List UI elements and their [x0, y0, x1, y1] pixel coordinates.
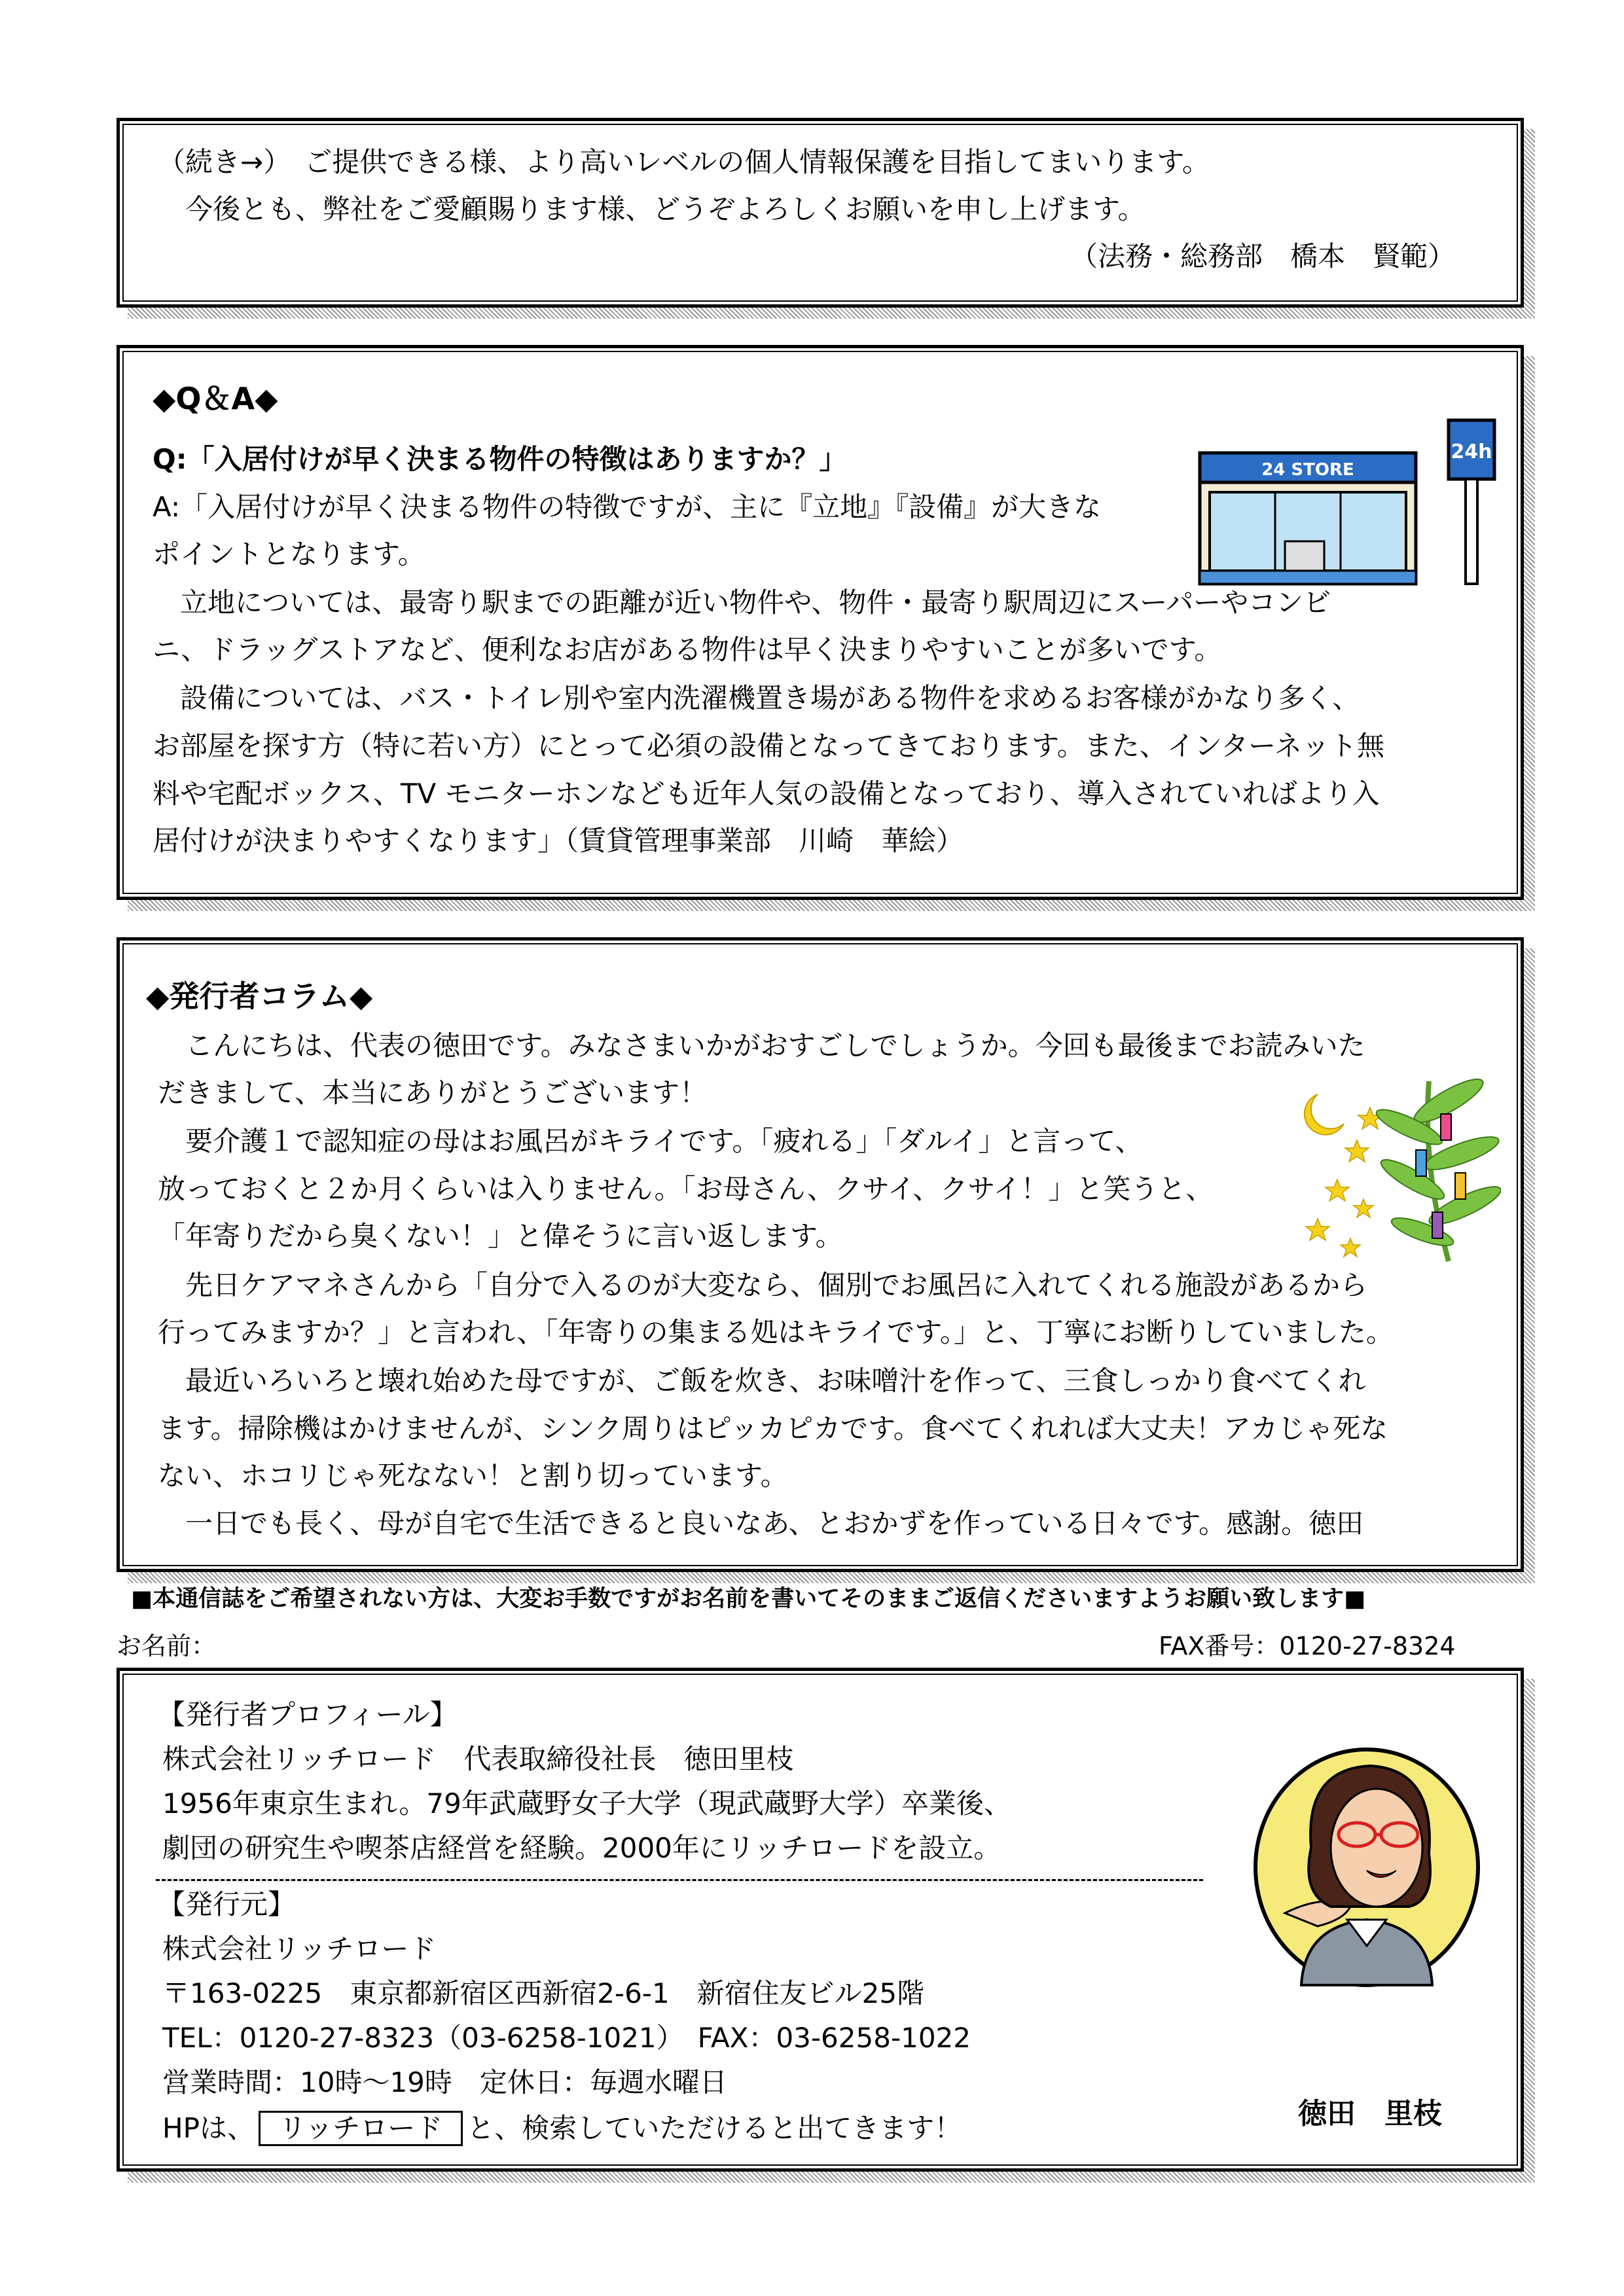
column-line-9: ます。掃除機はかけませんが、シンク周りはピッカピカです。食べてくれれば大丈夫！アカじゃ死な: [158, 1412, 1388, 1444]
search-keyword-box[interactable]: リッチロード: [259, 2111, 463, 2146]
column-line-2: だきまして、本当にありがとうございます！: [158, 1077, 708, 1109]
column-line-3: 要介護１で認知症の母はお風呂がキライです。「疲れる」「ダルイ」と言って、: [158, 1125, 1143, 1157]
publisher-heading: 【発行元】: [158, 1888, 296, 1920]
dashed-divider: [156, 1879, 1203, 1881]
continuation-line-2: 今後とも、弊社をご愛顧賜ります様、どうぞよろしくお願いを申し上げます。: [158, 193, 1146, 225]
qa-answer-line-5: 設備については、バス・トイレ別や室内洗濯機置き場がある物件を求めるお客様がかなり多く、: [153, 682, 1360, 714]
publisher-hours: 営業時間：10時～19時 定休日：毎週水曜日: [162, 2066, 727, 2098]
homepage-search-line: [162, 2111, 962, 2146]
store-sign-text: 24 STORE: [1261, 460, 1354, 480]
publisher-portrait: [1239, 1730, 1501, 2005]
column-line-4: 放っておくと２か月くらいは入りません。「お母さん、クサイ、クサイ！」と笑うと、: [158, 1173, 1214, 1205]
publisher-phone-fax: TEL：0120-27-8323（03-6258-1021） FAX：03-6258-1022: [162, 2022, 971, 2054]
continuation-signature: （法務・総務部 橋本 賢範）: [1070, 240, 1455, 272]
column-box: [117, 937, 1524, 1572]
qa-answer-line-6: お部屋を探す方（特に若い方）にとって必須の設備となってきております。また、インターネット無: [153, 730, 1385, 762]
column-line-11: 一日でも長く、母が自宅で生活できると良いなあ、とおかずを作っている日々です。感謝。徳田: [158, 1507, 1364, 1539]
column-line-7: 行ってみますか？」と言われ、「年寄りの集まる処はキライです。」と、丁寧にお断りしていました。: [158, 1316, 1394, 1348]
tanabata-bamboo-illustration: [1291, 1068, 1501, 1265]
homepage-suffix: と、検索していただけると出てきます！: [467, 2112, 962, 2144]
fax-number: FAX番号：0120-27-8324: [1159, 1632, 1456, 1660]
column-line-10: ない、ホコリじゃ死なない！と割り切っています。: [158, 1460, 788, 1492]
qa-answer-line-3: 立地については、最寄り駅までの距離が近い物件や、物件・最寄り駅周辺にスーパーやコンビ: [153, 586, 1331, 619]
qa-heading: ◆Q＆A◆: [153, 381, 278, 416]
publisher-company: 株式会社リッチロード: [162, 1933, 437, 1965]
homepage-prefix: HPは、: [162, 2112, 255, 2144]
profile-box: [117, 1668, 1524, 2172]
qa-answer-line-2: ポイントとなります。: [153, 538, 425, 570]
unsubscribe-notice: ■本通信誌をご希望されない方は、大変お手数ですがお名前を書いてそのままご返信くださいますようお願い致します■: [131, 1586, 1366, 1612]
hours-sign-text: 24h: [1451, 440, 1492, 463]
qa-box: [117, 345, 1524, 900]
convenience-store-illustration: [1193, 394, 1501, 590]
qa-answer-line-7: 料や宅配ボックス、TV モニターホンなども近年人気の設備となっており、導入されていればより入: [153, 778, 1380, 810]
qa-question: Q:「入居付けが早く決まる物件の特徴はありますか？」: [153, 443, 847, 475]
column-line-1: こんにちは、代表の徳田です。みなさまいかがおすごしでしょうか。今回も最後までお読みいた: [158, 1030, 1365, 1062]
column-line-5: 「年寄りだから臭くない！」と偉そうに言い返します。: [158, 1220, 843, 1252]
profile-line-1: 株式会社リッチロード 代表取締役社長 徳田里枝: [162, 1743, 794, 1775]
qa-answer-line-8: 居付けが決まりやすくなります」（賃貸管理事業部 川崎 華絵）: [153, 825, 964, 857]
continuation-box: [117, 118, 1524, 308]
profile-line-3: 劇団の研究生や喫茶店経営を経験。2000年にリッチロードを設立。: [162, 1832, 1001, 1864]
publisher-address: 〒163-0225 東京都新宿区西新宿2-6-1 新宿住友ビル25階: [162, 1977, 925, 2009]
continuation-line-1: （続き→） ご提供できる様、より高いレベルの個人情報保護を目指してまいります。: [158, 146, 1210, 178]
profile-heading: 【発行者プロフィール】: [158, 1698, 458, 1731]
name-field-label[interactable]: お名前：: [117, 1632, 217, 1660]
column-line-8: 最近いろいろと壊れ始めた母ですが、ご飯を炊き、お味噌汁を作って、三食しっかり食べてくれ: [158, 1365, 1366, 1397]
column-heading: ◆発行者コラム◆: [146, 978, 373, 1014]
profile-line-2: 1956年東京生まれ。79年武蔵野女子大学（現武蔵野大学）卒業後、: [162, 1787, 1011, 1820]
portrait-caption: 徳田 里枝: [1298, 2097, 1442, 2130]
qa-answer-line-1: A:「入居付けが早く決まる物件の特徴ですが、主に『立地』『設備』が大きな: [153, 491, 1102, 523]
qa-answer-line-4: ニ、ドラッグストアなど、便利なお店がある物件は早く決まりやすいことが多いです。: [153, 634, 1222, 666]
column-line-6: 先日ケアマネさんから「自分で入るのが大変なら、個別でお風呂に入れてくれる施設があるから: [158, 1269, 1368, 1301]
